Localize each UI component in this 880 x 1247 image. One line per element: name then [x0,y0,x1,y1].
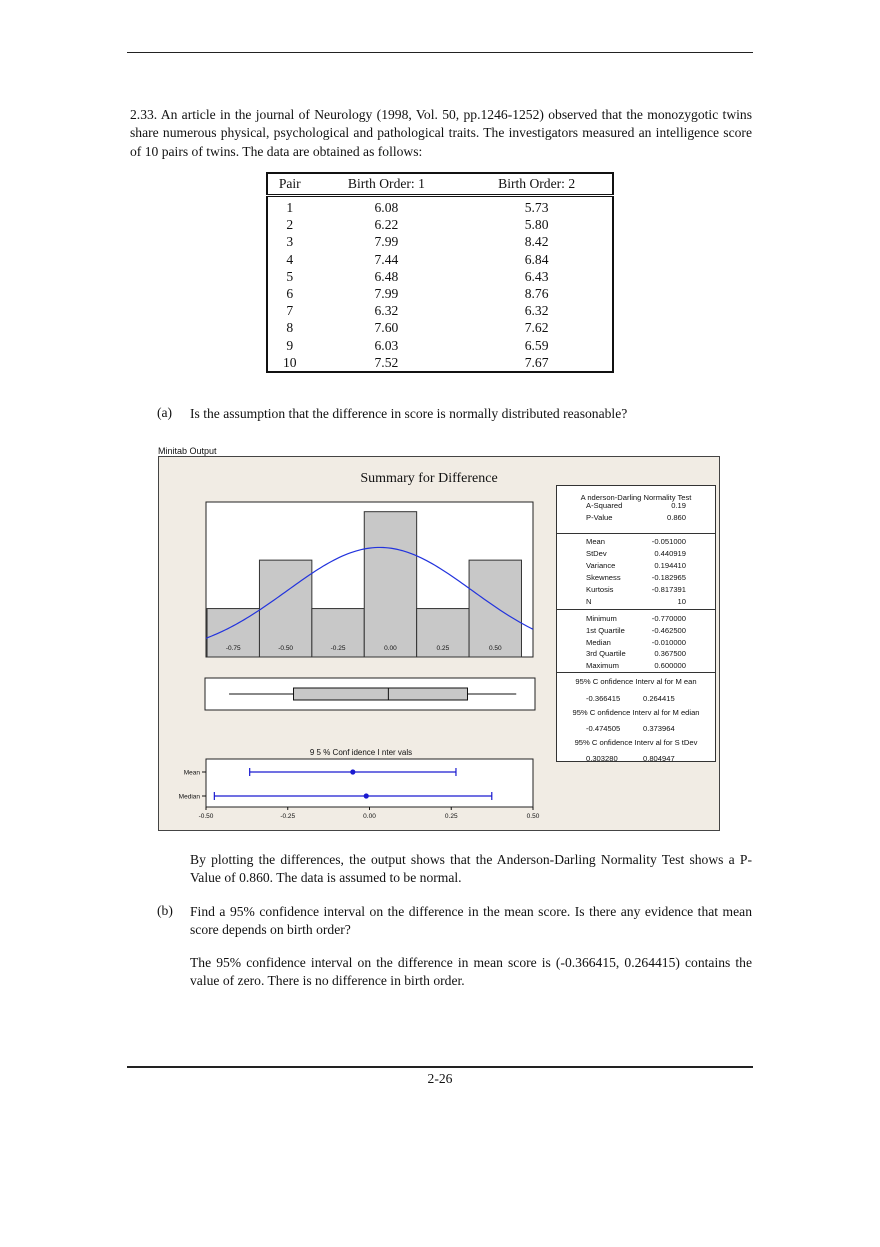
stat-row [586,638,686,647]
table-row [267,268,613,285]
histogram-bar [259,560,311,657]
stat-row [586,513,686,522]
stat-row [586,661,686,670]
table-cell: 7.52 [374,354,399,370]
stat-value: 0.440919 [654,549,686,558]
table-header: Birth Order: 1 [312,173,462,196]
part-a-question: Is the assumption that the difference in score is normally distributed reasonable? [190,406,628,421]
part-b-label: (b) [157,903,173,918]
ci-mean-high: 0.264415 [643,694,675,703]
table-cell: 8.76 [524,286,549,302]
header-rule [127,52,753,53]
histogram-bar [469,560,521,657]
stat-label: Maximum [586,661,619,671]
chart-title: Summary for Difference [360,471,498,486]
table-row [267,251,613,268]
histogram-tick-label: 0.50 [488,645,502,652]
ci-median-high: 0.373964 [643,724,675,733]
stat-value: 10 [677,597,686,606]
table-cell: 7.99 [374,286,399,302]
stat-value: 0.19 [671,501,686,510]
stat-value: -0.770000 [651,614,686,623]
stat-value: -0.010000 [651,637,686,647]
ci-point [350,769,355,774]
table-row [267,233,613,250]
stat-row [586,649,686,658]
table-cell: 7 [286,303,294,319]
minitab-label: Minitab Output [158,446,217,456]
stat-value: -0.462500 [651,625,686,635]
table-row [267,216,613,233]
table-cell: 7.62 [524,320,549,336]
ci-row-label: Mean [183,769,200,777]
stats-separator [557,609,715,610]
stat-row [586,614,686,623]
stat-label: Kurtosis [586,585,614,594]
histogram-tick-label: -0.25 [330,645,346,652]
table-cell: 7.99 [374,234,399,250]
table-cell: 9 [286,337,294,353]
stat-row [586,501,686,510]
stat-value: -0.817391 [651,585,686,594]
table-cell: 7.60 [374,320,399,336]
stat-row [586,549,686,558]
table-cell: 6.22 [374,217,399,233]
table-cell: 6.03 [374,337,399,353]
ci-tick-label: -0.25 [280,813,296,820]
table-row [267,319,613,336]
stat-row [586,537,686,546]
ci-tick-label: 0.25 [444,813,458,820]
table-header: Pair [267,173,312,196]
histogram-tick-label: -0.75 [225,645,241,652]
table-cell: 5 [286,268,294,284]
ci-stdev-low: 0.303280 [586,754,618,763]
stat-label: Mean [586,537,605,546]
table-cell: 6.59 [524,337,549,353]
problem-text: 2.33. An article in the journal of Neurology (1998, Vol. 50, pp.1246-1252) observed that the monozygotic twins share numerous physical, psychological and pathological traits. The investigators measured an intelligence score of 10 pairs of twins. The data are obtained as follows: [130,107,752,159]
table-row [267,337,613,354]
table-cell: 1 [286,200,294,216]
table-cell: 5.80 [524,217,549,233]
table-cell: 6.08 [374,200,399,216]
ci-tick-label: 0.00 [363,813,376,820]
ci-stdev-high: 0.804947 [643,754,675,763]
stat-value: -0.051000 [651,537,686,546]
table-row [267,196,613,217]
ci-median-low: -0.474505 [586,724,621,733]
minitab-panel [158,456,720,831]
ci-point [364,793,369,798]
table-cell: 7.67 [524,354,549,370]
stat-label: StDev [586,549,607,558]
stat-row [586,597,686,606]
part-b-answer: The 95% confidence interval on the difference in mean score is (-0.366415, 0.264415) contains the value of zero. There is no difference in birth order. [190,955,752,989]
boxplot-box [294,688,468,700]
stat-row [586,585,686,594]
table-cell: 6.43 [524,268,549,284]
ci-mean-low: -0.366415 [586,694,621,703]
ci-chart-title: 9 5 % Conf idence I nter vals [309,748,413,757]
stat-label: N [586,597,592,606]
stat-value: 0.860 [666,513,686,522]
table-cell: 7.44 [374,251,399,267]
ci-stdev-title: 95% C onfidence Interv al for S tDev [574,738,698,747]
ci-median-title: 95% C onfidence Interv al for M edian [572,708,700,717]
histogram-tick-label: -0.50 [278,645,294,652]
histogram-tick-label: 0.25 [436,645,450,652]
ci-row-label: Median [178,793,200,801]
stat-label: Skewness [586,573,621,582]
ci-tick-label: 0.50 [526,813,540,820]
table-cell: 6.84 [524,251,549,267]
stat-row [586,561,686,570]
table-cell: 6 [286,286,294,302]
stat-row [586,573,686,582]
table-cell: 5.73 [524,200,549,216]
table-cell: 4 [286,251,294,267]
table-cell: 6.32 [374,303,399,319]
table-cell: 2 [286,217,294,233]
part-b-question: Find a 95% confidence interval on the difference in the mean score. Is there any evidence that mean score depends on birth order? [190,904,752,938]
twins-table [266,172,614,373]
footer-rule [127,1066,753,1068]
table-row [267,354,613,372]
histogram-bar [364,512,416,657]
table-cell: 3 [286,234,294,250]
stat-value: 0.367500 [654,649,686,659]
histogram-tick-label: 0.00 [384,645,397,652]
stat-label: A-Squared [586,501,623,510]
page-number: 2-26 [427,1071,453,1086]
part-a-label: (a) [157,405,173,420]
stat-label: Minimum [586,614,617,623]
stat-label: Variance [586,561,616,570]
table-cell: 6.48 [374,268,399,284]
ci-mean-title: 95% C onfidence Interv al for M ean [575,677,697,686]
stat-value: -0.182965 [651,573,686,582]
stats-separator [557,672,715,673]
table-cell: 8 [286,320,294,336]
table-cell: 6.32 [524,303,549,319]
table-header: Birth Order: 2 [461,173,613,196]
table-row [267,285,613,302]
stat-value: 0.194410 [654,561,686,570]
stat-label: Median [586,637,611,647]
stat-row [586,626,686,635]
stats-box [556,485,716,762]
stats-separator [557,533,715,534]
ci-frame [206,759,533,807]
table-row [267,302,613,319]
stat-value: 0.600000 [654,661,686,671]
table-cell: 8.42 [524,234,549,250]
ci-tick-label: -0.50 [198,813,214,820]
stat-label: 1st Quartile [586,625,625,635]
stat-label: 3rd Quartile [586,649,626,659]
table-cell: 10 [282,354,297,370]
ad-title: A nderson-Darling Normality Test [580,493,692,502]
part-a-answer: By plotting the differences, the output shows that the Anderson-Darling Normality Test shows a P-Value of 0.860. The data is assumed to be normal. [190,852,752,886]
stat-label: P-Value [586,513,613,522]
